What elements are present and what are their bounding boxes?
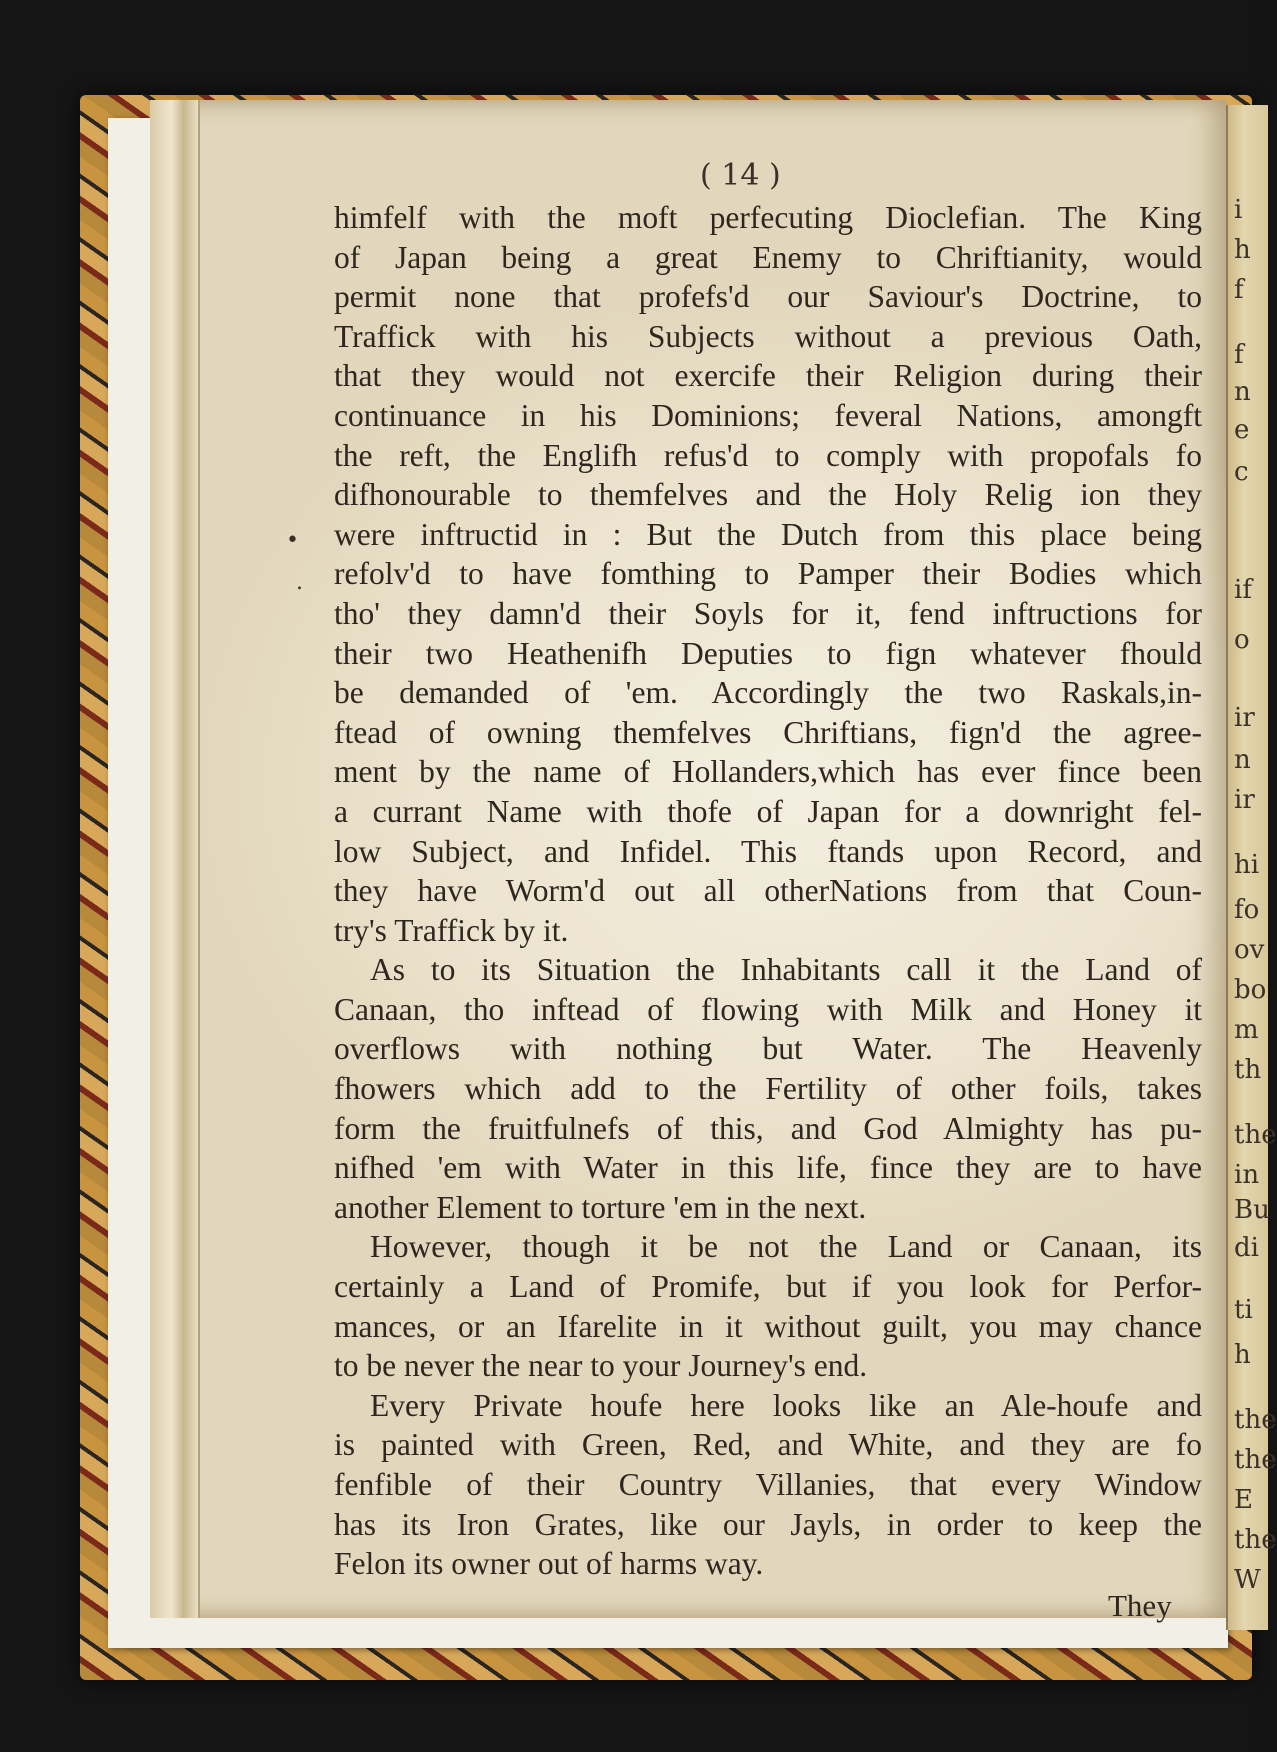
next-page-fragment: n (1234, 377, 1251, 407)
next-page-fragment: E (1234, 1485, 1253, 1515)
text-line: their two Heathenifh Deputies to fign whatever fhould (334, 635, 1202, 671)
next-page-fragment: hi (1234, 850, 1260, 880)
text-line: to be never the near to your Journey's end. (334, 1348, 868, 1384)
text-line: fhowers which add to the Fertility of other foils, takes (334, 1071, 1202, 1107)
text-line: ftead of owning themfelves Chriftians, fign'd the agree- (334, 714, 1202, 750)
text-line: of Japan being a great Enemy to Chriftianity, would (334, 239, 1202, 275)
next-page-fragment: o (1234, 625, 1250, 655)
text-line: mances, or an Ifarelite in it without guilt, you may chance (334, 1308, 1202, 1344)
text-line: tho' they damn'd their Soyls for it, fend inftructions for (334, 595, 1202, 631)
next-page-fragment: c (1234, 457, 1249, 487)
text-line: Canaan, tho inftead of flowing with Milk and Honey it (334, 991, 1202, 1027)
next-page-fragment: di (1234, 1233, 1259, 1263)
margin-mark: • (286, 528, 299, 553)
text-line: that they would not exercife their Religion during their (334, 358, 1202, 394)
text-line: has its Iron Grates, like our Jayls, in order to keep the (334, 1506, 1202, 1542)
text-line: they have Worm'd out all otherNations from that Coun- (334, 873, 1202, 909)
text-line: Traffick with his Subjects without a previous Oath, (334, 318, 1202, 354)
next-page-fragment: n (1234, 745, 1251, 775)
next-page-fragment: bo (1234, 975, 1267, 1005)
next-page-fragment: if (1234, 575, 1252, 605)
text-line: Felon its owner out of harms way. (334, 1546, 764, 1582)
text-line: fenfible of their Country Villanies, that every Window (334, 1467, 1202, 1502)
next-page-fragment: fo (1234, 895, 1260, 925)
page-gutter-strip (150, 100, 200, 1618)
next-page-fragment: e (1234, 415, 1250, 445)
text-line: try's Traffick by it. (334, 912, 569, 948)
text-line: However, though it be not the Land or Canaan, its (370, 1229, 1202, 1265)
next-page-fragment: ov (1234, 935, 1265, 965)
next-page-fragment: th (1234, 1055, 1262, 1085)
text-line: be demanded of 'em. Accordingly the two Raskals,in- (334, 675, 1202, 711)
text-line: overflows with nothing but Water. The Heavenly (334, 1031, 1202, 1067)
next-page-fragment: the (1234, 1525, 1277, 1555)
text-line: permit none that profefs'd our Saviour's Doctrine, to (334, 279, 1202, 315)
text-line: himfelf with the moft perfecuting Dioclefian. The King (334, 200, 1202, 235)
text-line: the reft, the Englifh refus'd to comply with propofals fo (334, 437, 1202, 473)
next-page-fragment: ti (1234, 1295, 1253, 1325)
text-line: continuance in his Dominions; feveral Nations, amongft (334, 397, 1202, 433)
text-line: another Element to torture 'em in the next. (334, 1189, 867, 1225)
text-line: were inftructid in : But the Dutch from this place being (334, 516, 1202, 552)
next-page-fragment: the (1234, 1120, 1277, 1150)
next-page-fragment: the (1234, 1445, 1277, 1475)
text-line: ment by the name of Hollanders,which has ever fince been (334, 754, 1202, 790)
next-page-fragment: h (1234, 1340, 1251, 1370)
next-page-fragment: f (1234, 275, 1244, 305)
text-line: is painted with Green, Red, and White, and they are fo (334, 1427, 1202, 1463)
next-page-edge (1226, 105, 1277, 1630)
catchword: They (1108, 1588, 1172, 1623)
next-page-fragment: Bu (1234, 1195, 1270, 1225)
margin-mark: . (296, 570, 303, 595)
text-line: low Subject, and Infidel. This ftands upon Record, and (334, 833, 1202, 869)
page-text (334, 198, 1202, 1584)
text-line: refolv'd to have fomthing to Pamper their Bodies which (334, 556, 1202, 592)
next-page-fragment: the (1234, 1405, 1277, 1435)
text-line: Every Private houfe here looks like an Ale-houfe and (370, 1387, 1202, 1423)
next-page-fragment: ir (1234, 703, 1255, 733)
next-page-fragment: ir (1234, 785, 1255, 815)
page-number: ( 14 ) (700, 158, 781, 193)
text-line: difhonourable to themfelves and the Holy Relig ion they (334, 477, 1202, 513)
next-page-fragment: m (1234, 1015, 1259, 1045)
next-page-fragment: h (1234, 235, 1251, 265)
text-line: form the fruitfulnefs of this, and God Almighty has pu- (334, 1110, 1202, 1146)
next-page-fragment: in (1234, 1160, 1260, 1190)
text-line: certainly a Land of Promife, but if you look for Perfor- (334, 1269, 1202, 1305)
next-page-fragment: i (1234, 195, 1243, 225)
text-line: a currant Name with thofe of Japan for a downright fel- (334, 793, 1202, 829)
text-line: As to its Situation the Inhabitants call it the Land of (370, 952, 1202, 988)
next-page-fragment: W (1234, 1565, 1261, 1595)
next-page-fragment: f (1234, 340, 1244, 370)
text-line: nifhed 'em with Water in this life, fince they are to have (334, 1150, 1202, 1186)
